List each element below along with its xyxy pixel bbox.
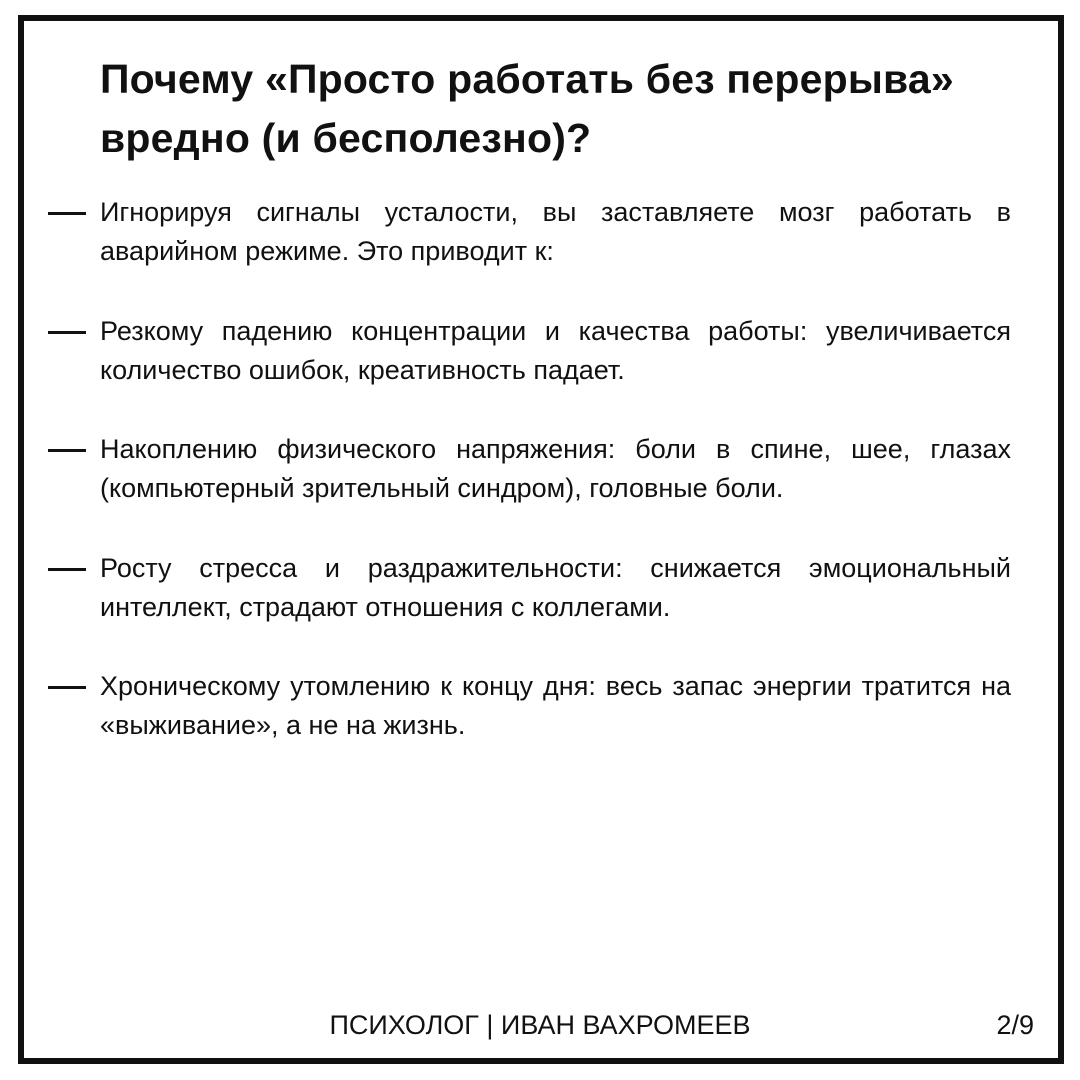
page-indicator: 2/9 [996, 1010, 1034, 1040]
author-footer: ПСИХОЛОГ | ИВАН ВАХРОМЕЕВ [329, 1010, 751, 1040]
list-item [0, 193, 1080, 312]
list-item-text: Росту стресса и раздражительности: снижается эмоциональный интеллект, страдают отношения с коллегами. [100, 552, 1011, 622]
slide-title: Почему «Просто работать без перерыва» вредно (и бесполезно)? [100, 56, 954, 161]
list-item-text: Резкому падению концентрации и качества работы: увеличивается количество ошибок, креативность падает. [100, 315, 1011, 385]
em-dash-bullet-icon [48, 331, 86, 334]
list-item-text: Накоплению физического напряжения: боли в спине, шее, глазах (компьютерный зрительный синдром), головные боли. [100, 434, 1011, 503]
em-dash-bullet-icon [48, 449, 86, 452]
em-dash-bullet-icon [48, 568, 86, 571]
list-item [0, 312, 1080, 431]
list-item [0, 667, 1080, 786]
list-item-text: Хроническому утомлению к концу дня: весь запас энергии тратится на «выживание», а не на жизнь. [100, 671, 1011, 740]
em-dash-bullet-icon [48, 212, 86, 215]
list-item [0, 549, 1080, 668]
em-dash-bullet-icon [48, 686, 86, 689]
list-item-text: Игнорируя сигналы усталости, вы заставляете мозг работать в аварийном режиме. Это приводит к: [100, 197, 1011, 266]
bullet-list [0, 193, 1080, 786]
list-item [0, 430, 1080, 549]
